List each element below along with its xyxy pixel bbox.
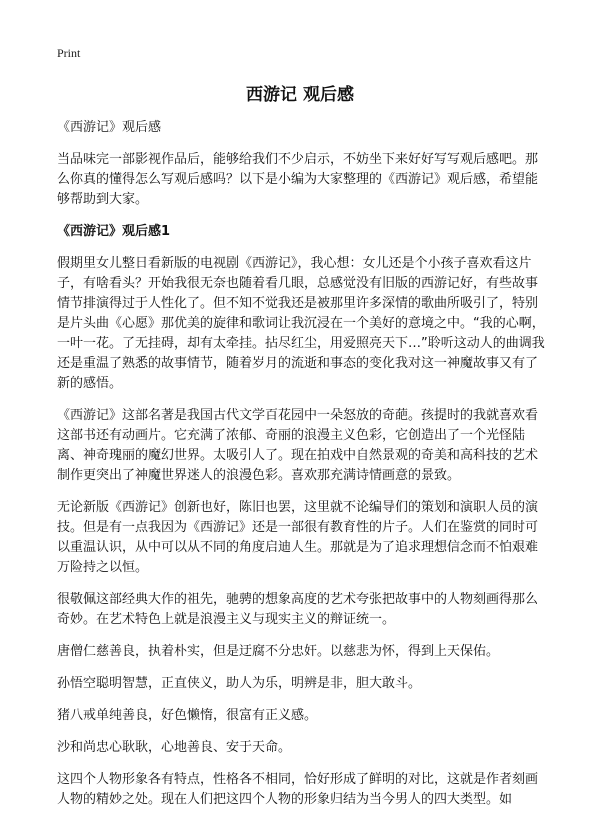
paragraph-7: 猪八戒单纯善良，好色懒惰，很富有正义感。 <box>57 708 318 723</box>
print-link[interactable]: Print <box>57 46 81 60</box>
paragraph-4: 很敬佩这部经典大作的祖先，驰骋的想象高度的艺术夸张把故事中的人物刻画得那么奇妙。在艺术特色上就是浪漫主义与现实主义的辩证统一。 <box>57 592 539 627</box>
paragraph-5: 唐僧仁慈善良，执着朴实，但是迂腐不分忠奸。以慈悲为怀，得到上天保佑。 <box>57 644 500 659</box>
article-body <box>57 118 545 822</box>
paragraph-2: 《西游记》这部名著是我国古代文学百花园中一朵怒放的奇葩。孩提时的我就喜欢看这部书还有动画片。它充满了浓郁、奇丽的浪漫主义色彩，它创造出了一个光怪陆离、神奇瑰丽的魔幻世界。太吸引人了。现在拍戏中自然景观的奇美和高科技的艺术制作更突出了神魔世界迷人的浪漫色彩。喜欢那充满诗情画意的景致。 <box>57 408 539 483</box>
paragraph-6: 孙悟空聪明智慧，正直侠义，助人为乐，明辨是非，胆大敢斗。 <box>57 676 422 691</box>
intro-paragraph: 当品味完一部影视作品后，能够给我们不少启示，不妨坐下来好好写写观后感吧。那么你真的懂得怎么写观后感吗？以下是小编为大家整理的《西游记》观后感，希望能够帮助到大家。 <box>57 152 539 207</box>
article-subtitle: 《西游记》观后感 <box>57 120 162 135</box>
paragraph-1: 假期里女儿整日看新版的电视剧《西游记》，我心想：女儿还是个小孩子喜欢看这片子，有啥看头？开始我很无奈也随着看几眼，总感觉没有旧版的西游记好，有些故事情节排演得过于人性化了。但不知不觉我还是被那里许多深情的歌曲所吸引了，特别是片头曲《心愿》那优美的旋律和歌词让我沉浸在一个美好的意境之中。“我的心啊，一叶一花。了无挂碍，却有太牵挂。拈尽红尘，用爱照亮天下…”聆听这动人的曲调我还是重温了熟悉的故事情节，随着岁月的流逝和事态的变化我对这一神魔故事又有了新的感悟。 <box>57 256 545 391</box>
paragraph-3: 无论新版《西游记》创新也好，陈旧也罢，这里就不论编导们的策划和演职人员的演技。但是有一点我因为《西游记》还是一部很有教育性的片子。人们在鉴赏的同时可以重温认识，从中可以从不同的角度启迪人生。那就是为了追求理想信念而不怕艰难万险持之以恒。 <box>57 500 539 575</box>
paragraph-9: 这四个人物形象各有特点，性格各不相同，恰好形成了鲜明的对比，这就是作者刻画人物的精妙之处。现在人们把这四个人物的形象归结为当今男人的四大类型。如 <box>57 772 539 807</box>
section-heading: 《西游记》观后感1 <box>57 224 171 239</box>
paragraph-8: 沙和尚忠心耿耿，心地善良、安于天命。 <box>57 740 292 755</box>
page-title: 西游记 观后感 <box>246 85 354 105</box>
